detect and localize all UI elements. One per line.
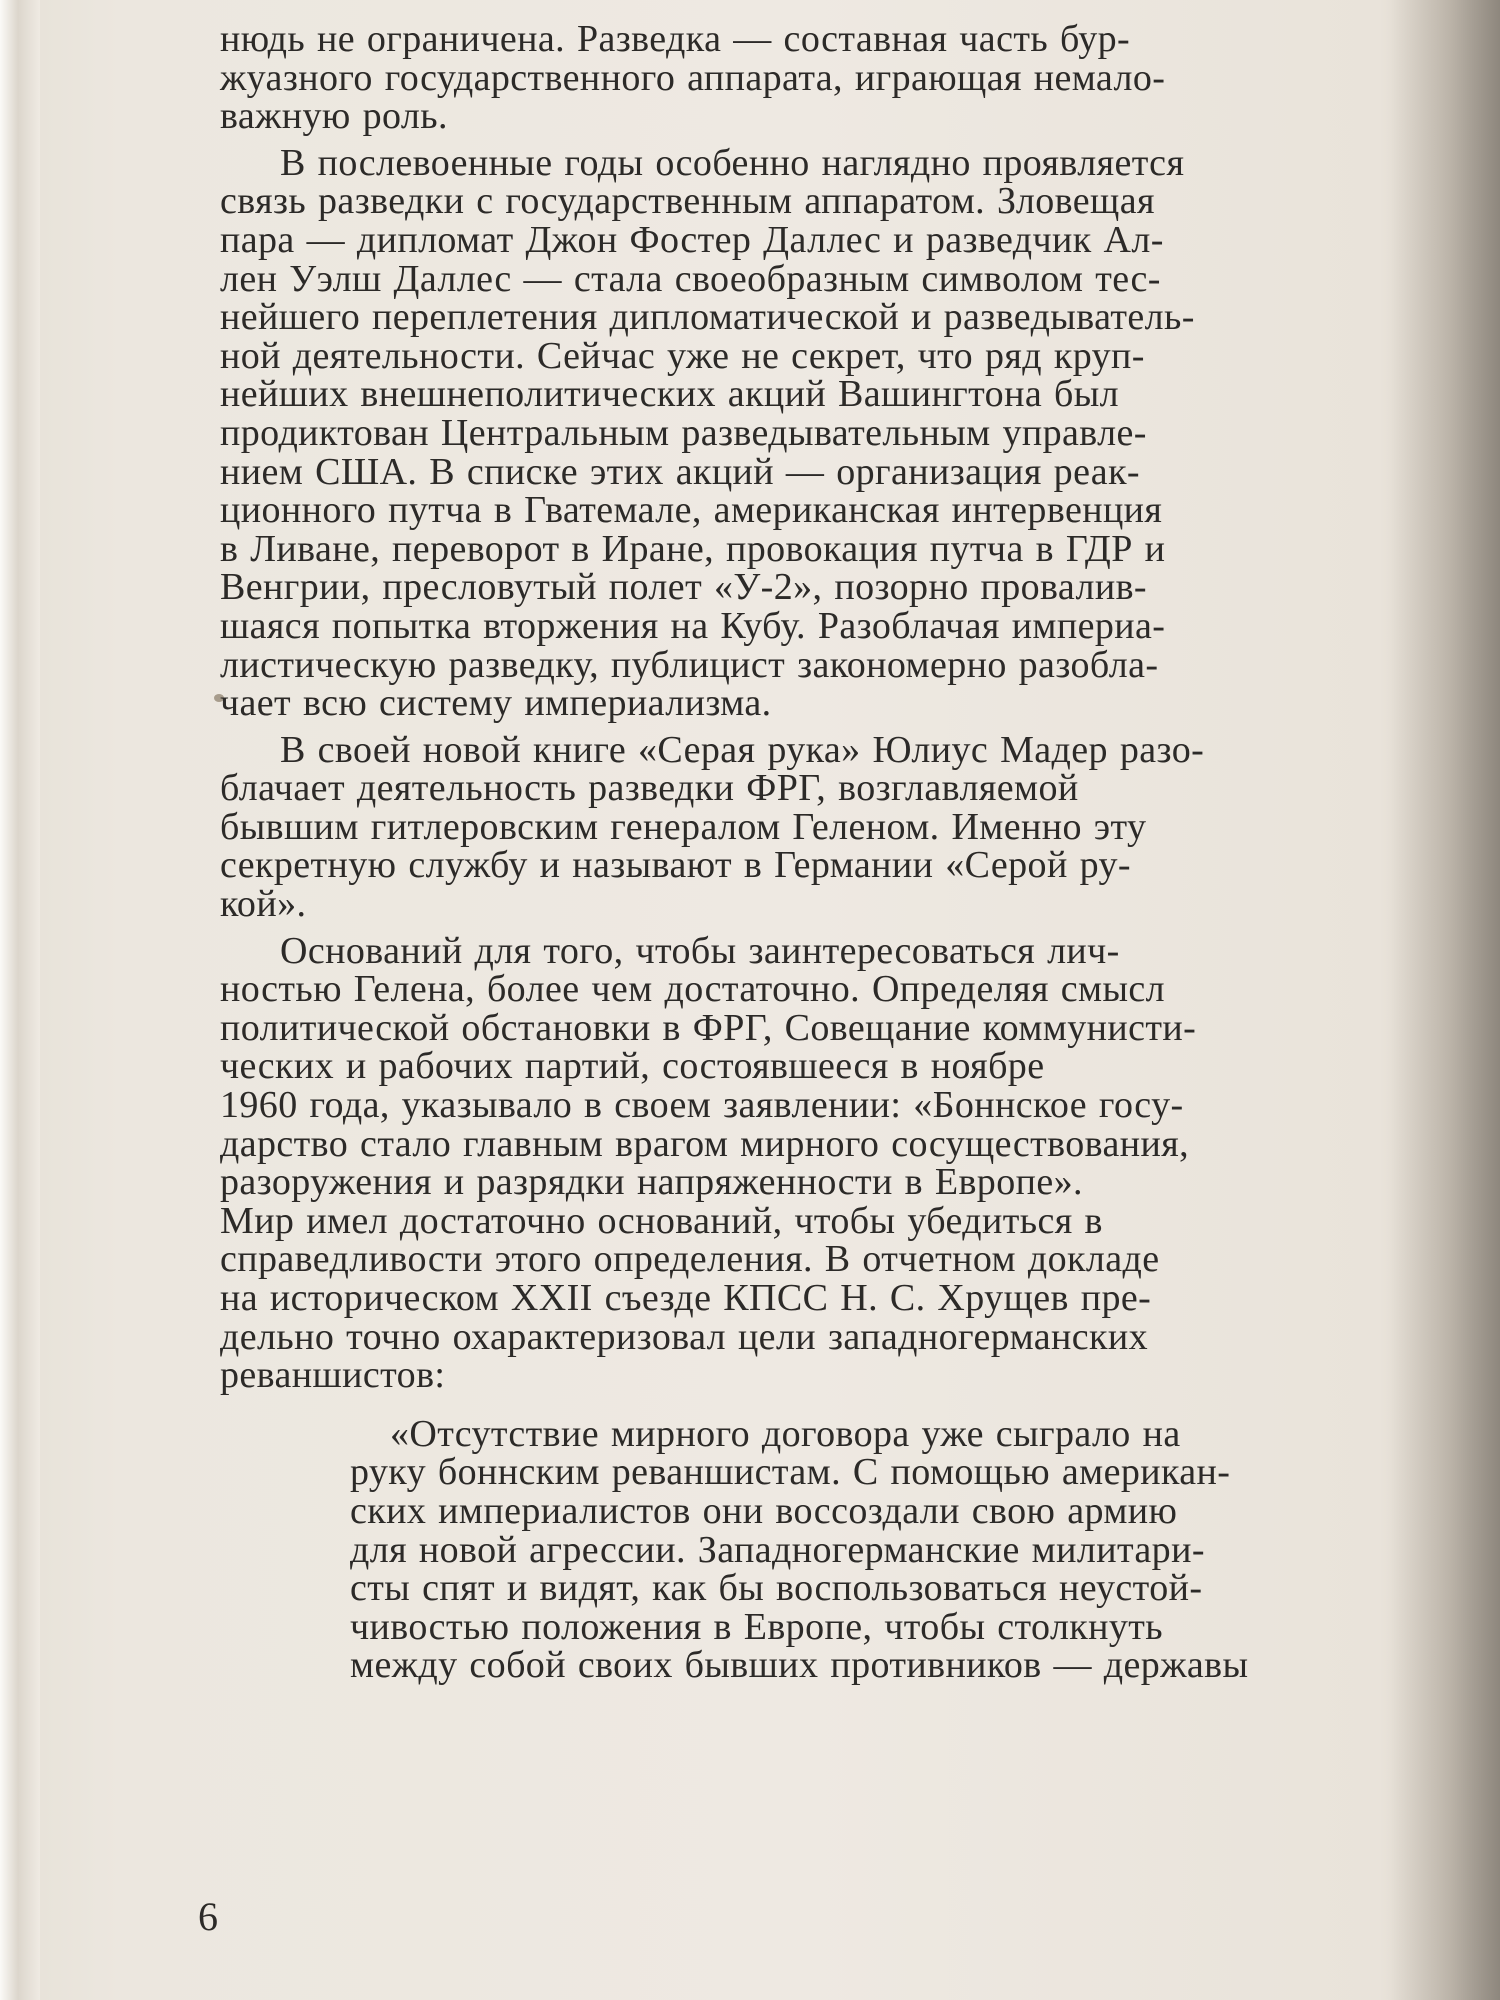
text-line: бывшим гитлеровским генералом Геленом. Именно эту [220,805,1147,848]
quote-line: руку боннским реваншистам. С помощью американ- [350,1451,1231,1494]
text-line: связь разведки с государственным аппаратом. Зловещая [220,180,1155,223]
text-line: нейшего переплетения дипломатической и разведыватель- [220,296,1195,339]
quote-line: между собой своих бывших противников — державы [350,1644,1249,1687]
text-line: лен Уэлш Даллес — стала своеобразным символом тес- [220,257,1161,300]
text-line: В своей новой книге «Серая рука» Юлиус Мадер разо- [280,728,1205,771]
text-line: В послевоенные годы особенно наглядно проявляется [280,141,1185,184]
text-line: ной деятельности. Сейчас уже не секрет, что ряд круп- [220,334,1145,377]
book-gutter [0,0,40,2000]
text-line: нейших внешнеполитических акций Вашингтона был [220,373,1120,416]
text-line: дарство стало главным врагом мирного сосуществования, [220,1122,1189,1165]
text-line: ностью Гелена, более чем достаточно. Определяя смысл [220,968,1166,1011]
text-line: дельно точно охарактеризовал цели западногерманских [220,1315,1149,1358]
text-line: пара — дипломат Джон Фостер Даллес и разведчик Ал- [220,218,1164,261]
text-line: ционного путча в Гватемале, американская интервенция [220,489,1163,532]
text-line: листическую разведку, публицист закономерно разобла- [220,643,1159,686]
text-line: ческих и рабочих партий, состоявшееся в ноябре [220,1045,1045,1088]
quote-line: сты спят и видят, как бы воспользоваться неустой- [350,1567,1203,1610]
text-line: блачает деятельность разведки ФРГ, возглавляемой [220,767,1079,810]
text-line: на историческом XXII съезде КПСС Н. С. Хрущев пре- [220,1277,1152,1319]
text-line: секретную службу и называют в Германии «Серой ру- [220,844,1131,887]
paragraph-1 [220,20,1365,136]
text-line: реваншистов: [220,1354,446,1397]
text-line: 1960 года, указывало в своем заявлении: «Боннское госу- [220,1084,1184,1127]
text-line: нюдь не ограничена. Разведка — составная часть бур- [220,18,1131,60]
block-quote [310,1412,1365,1687]
text-line: Оснований для того, чтобы заинтересоваться лич- [280,929,1120,972]
quote-line: «Отсутствие мирного договора уже сыграло на [390,1412,1181,1455]
quote-line: ских империалистов они воссоздали свою армию [350,1489,1178,1532]
text-line: чает всю систему империализма. [220,682,772,725]
page-number: 6 [198,1894,218,1939]
quote-line: чивостью положения в Европе, чтобы столкнуть [350,1605,1164,1648]
text-line: Мир имел достаточно оснований, чтобы убедиться в [220,1199,1103,1242]
text-line: справедливости этого определения. В отчетном докладе [220,1238,1160,1281]
text-line: шаяся попытка вторжения на Кубу. Разоблачая империа- [220,604,1166,647]
text-line: важную роль. [220,95,448,138]
page-edge-shadow [1390,0,1500,2000]
text-line: разоружения и разрядки напряженности в Европе». [220,1161,1083,1204]
paragraph-2 [220,141,1365,725]
paragraph-4 [220,929,1365,1397]
text-line: в Ливане, переворот в Иране, провокация путча в ГДР и [220,527,1166,570]
text-line: кой». [220,883,307,926]
text-line: нием США. В списке этих акций — организация реак- [220,450,1140,493]
text-line: политической обстановки в ФРГ, Совещание коммунисти- [220,1006,1197,1049]
paragraph-3 [220,728,1365,926]
text-line: продиктован Центральным разведывательным управле- [220,411,1147,454]
text-column [220,20,1365,1685]
quote-line: для новой агрессии. Западногерманские милитари- [350,1528,1205,1571]
text-line: жуазного государственного аппарата, играющая немало- [220,56,1166,99]
text-line: Венгрии, пресловутый полет «У-2», позорно провалив- [220,566,1147,609]
